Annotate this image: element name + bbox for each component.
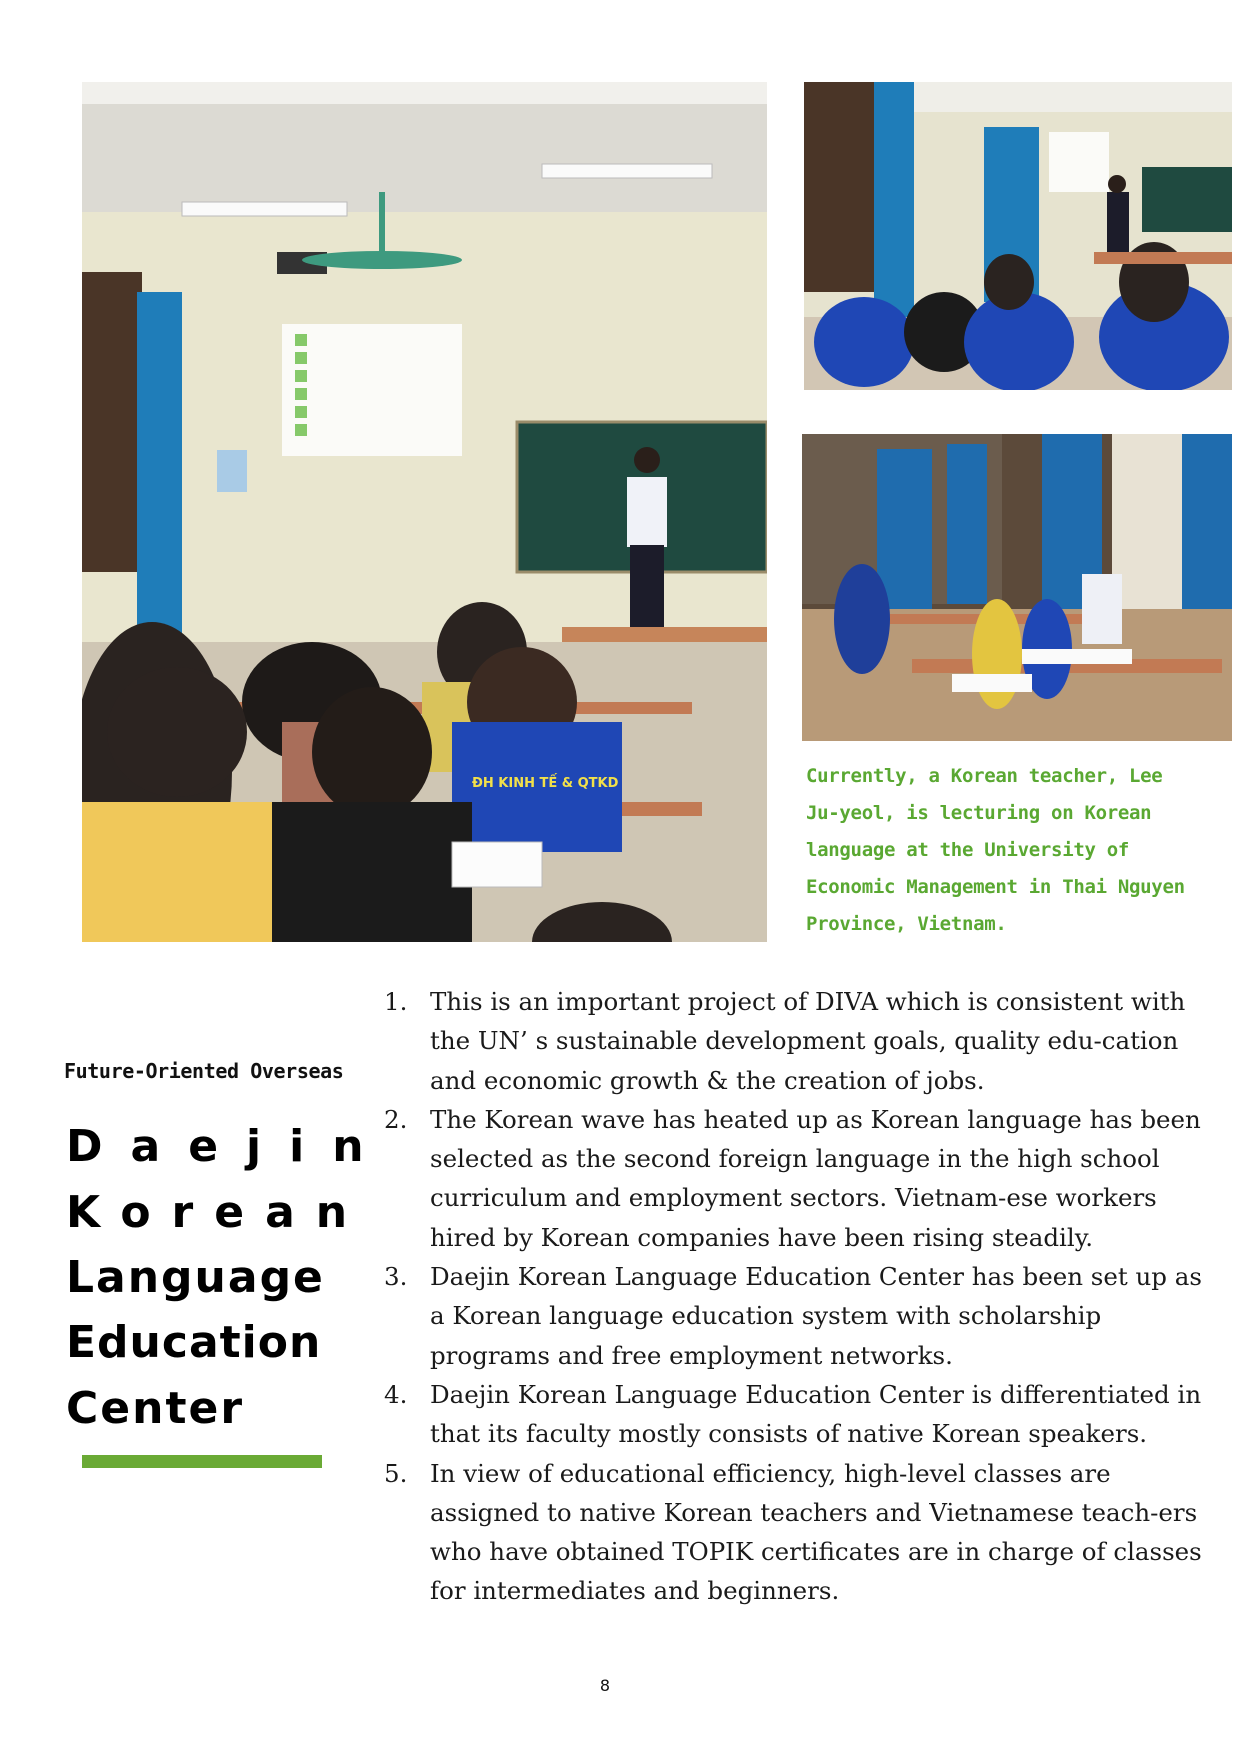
list-item [380, 982, 1210, 1100]
list-item-text: Daejin Korean Language Education Center is differentiated in that its faculty mostly consists of native Korean speakers. [430, 1379, 1202, 1449]
photo-caption: Currently, a Korean teacher, Lee Ju-yeol, is lecturing on Korean language at the University of Economic Management in Thai Nguyen Province, Vietnam. [806, 765, 1185, 935]
list-item-text: This is an important project of DIVA which is consistent with the UN’ s sustainable development goals, quality edu-cation and economic growth & the creation of jobs. [430, 987, 1186, 1095]
list-item-text: Daejin Korean Language Education Center has been set up as a Korean language education system with scholarship programs and free employment networks. [430, 1262, 1202, 1370]
title-line-daejin: Daejin [66, 1121, 392, 1172]
page-number: 8 [599, 1676, 611, 1695]
list-item [380, 1375, 1210, 1454]
list-item [380, 1100, 1210, 1257]
list-item-text: The Korean wave has heated up as Korean language has been selected as the second foreign language in the high school curriculum and employment sectors. Vietnam-ese workers hired by Korean companies have been rising steadily. [430, 1104, 1201, 1252]
section-overline: Future-Oriented Overseas [64, 1059, 344, 1083]
title-line-education: Education [66, 1317, 322, 1368]
list-item [380, 1454, 1210, 1611]
list-item-number: 3. [384, 1262, 408, 1292]
numbered-list [380, 982, 1210, 1611]
accent-divider [82, 1455, 322, 1468]
title-line-korean: Korean [66, 1187, 369, 1238]
list-item-number: 4. [384, 1379, 408, 1409]
title-line-center: Center [66, 1383, 245, 1434]
list-item-text: In view of educational efficiency, high-level classes are assigned to native Korean teachers and Vietnamese teach-ers who have obtained TOPIK certificates are in charge of classes for intermediates and beginners. [430, 1458, 1202, 1606]
shirt-text: ĐH KINH TẾ & QTKD [472, 776, 619, 791]
title-line-language: Language [66, 1252, 325, 1303]
list-item-number: 2. [384, 1104, 408, 1134]
list-item-number: 1. [384, 987, 408, 1016]
list-item-number: 5. [384, 1458, 408, 1488]
classroom-photo-mid-right [802, 434, 1232, 741]
classroom-photo-main [82, 82, 767, 942]
list-item [380, 1257, 1210, 1375]
classroom-photo-top-right [804, 82, 1232, 390]
